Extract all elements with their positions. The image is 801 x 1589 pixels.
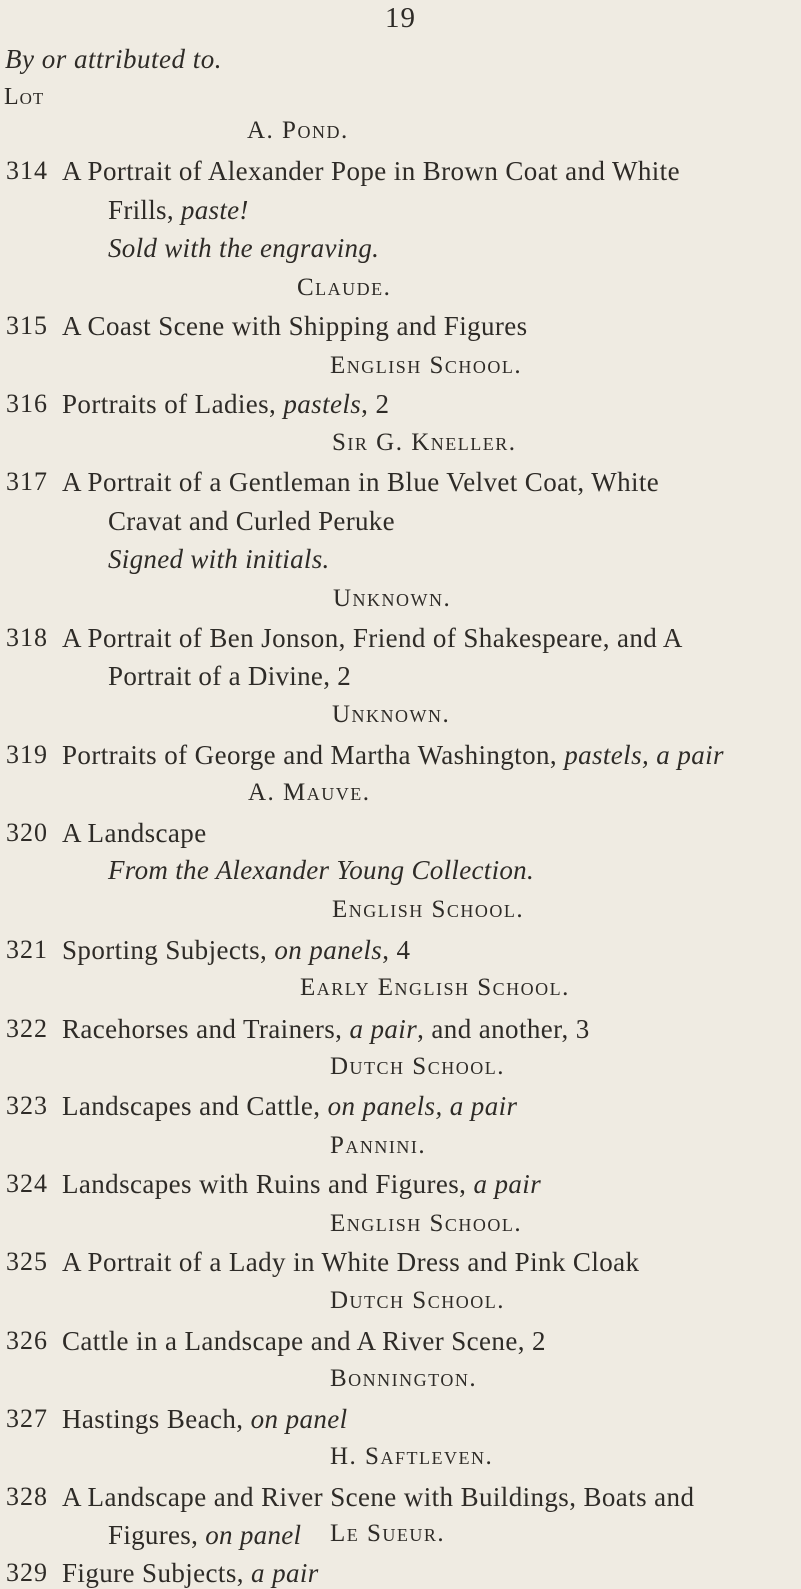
lot-title: Sporting Subjects, on panels, 4 (62, 935, 411, 965)
lot-title: Portraits of Ladies, pastels, 2 (62, 389, 390, 419)
artist-name: English School. (330, 1210, 523, 1237)
lot-number: 315 (6, 311, 48, 340)
lot-note: Figures, on panel (108, 1520, 302, 1550)
lot-number: 314 (6, 156, 48, 185)
lot-note: Signed with initials. (108, 544, 330, 574)
artist-name: Le Sueur. (330, 1520, 446, 1547)
lot-title: A Landscape and River Scene with Buildings, Boats and (62, 1482, 695, 1512)
artist-name: A. Mauve. (248, 779, 371, 806)
artist-name: English School. (332, 896, 525, 923)
lot-number: 322 (6, 1014, 48, 1043)
catalogue-header: By or attributed to. (5, 44, 222, 74)
artist-name: Bonnington. (330, 1365, 478, 1392)
lot-note: From the Alexander Young Collection. (108, 855, 535, 885)
lot-number: 327 (6, 1404, 48, 1433)
lot-note: Frills, paste! (108, 195, 249, 225)
lot-title: Racehorses and Trainers, a pair, and another, 3 (62, 1014, 590, 1044)
lot-note: Portrait of a Divine, 2 (108, 661, 352, 691)
artist-name: Pannini. (330, 1132, 427, 1159)
lot-title: A Coast Scene with Shipping and Figures (62, 311, 528, 341)
lot-title: Portraits of George and Martha Washington, pastels, a pair (62, 740, 724, 770)
lot-title: A Portrait of Ben Jonson, Friend of Shakespeare, and A (62, 623, 683, 653)
lot-title: Landscapes and Cattle, on panels, a pair (62, 1091, 518, 1121)
artist-name: Dutch School. (330, 1053, 505, 1080)
lot-title: Hastings Beach, on panel (62, 1404, 348, 1434)
lot-title: Cattle in a Landscape and A River Scene, 2 (62, 1326, 546, 1356)
lot-number: 323 (6, 1091, 48, 1120)
lot-number: 318 (6, 623, 48, 652)
lot-number: 319 (6, 740, 48, 769)
artist-name: Early English School. (300, 974, 570, 1001)
lot-number: 317 (6, 467, 48, 496)
lot-note: Sold with the engraving. (108, 233, 380, 263)
lot-title: A Landscape (62, 818, 207, 848)
lot-column-label: Lot (4, 84, 45, 110)
lot-number: 329 (6, 1558, 48, 1587)
lot-number: 328 (6, 1482, 48, 1511)
lot-title: Landscapes with Ruins and Figures, a pair (62, 1169, 542, 1199)
artist-name: Dutch School. (330, 1287, 505, 1314)
artist-name: A. Pond. (247, 117, 349, 144)
lot-title: Figure Subjects, a pair (62, 1558, 319, 1588)
lot-title: A Portrait of Alexander Pope in Brown Coat and White (62, 156, 680, 186)
artist-name: Unknown. (333, 585, 452, 612)
lot-number: 316 (6, 389, 48, 418)
lot-number: 325 (6, 1247, 48, 1276)
artist-name: Unknown. (332, 701, 451, 728)
lot-note: Cravat and Curled Peruke (108, 506, 395, 536)
artist-name: English School. (330, 352, 523, 379)
lot-number: 324 (6, 1169, 48, 1198)
lot-number: 320 (6, 818, 48, 847)
artist-name: Sir G. Kneller. (332, 429, 517, 456)
artist-name: H. Saftleven. (330, 1443, 494, 1470)
lot-title: A Portrait of a Lady in White Dress and Pink Cloak (62, 1247, 640, 1277)
lot-number: 321 (6, 935, 48, 964)
artist-name: Claude. (297, 274, 392, 301)
lot-title: A Portrait of a Gentleman in Blue Velvet Coat, White (62, 467, 660, 497)
lot-number: 326 (6, 1326, 48, 1355)
page-number: 19 (385, 2, 416, 34)
